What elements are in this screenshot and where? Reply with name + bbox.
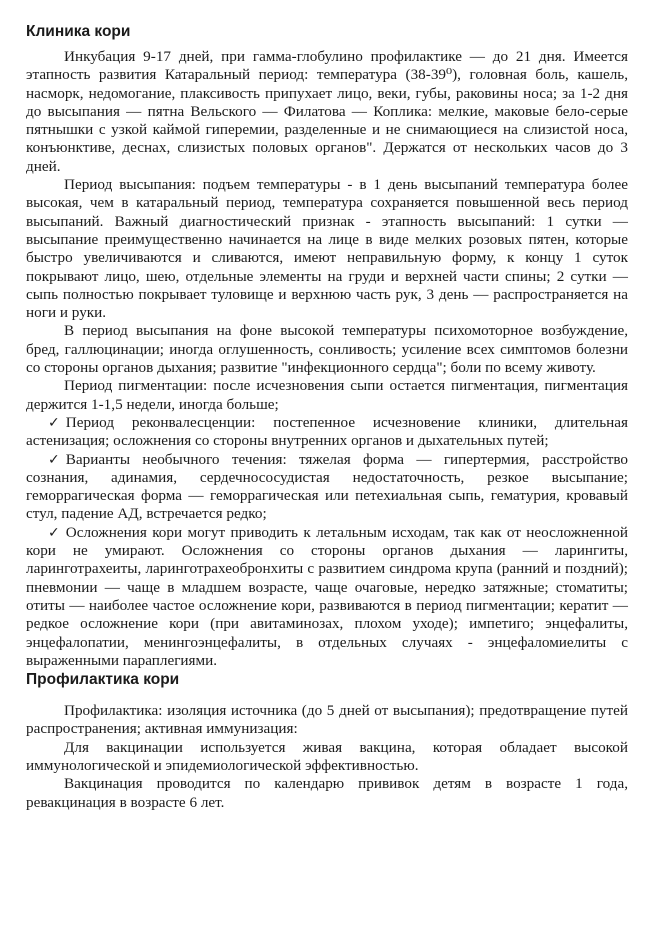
checklist-item-text: Период реконвалесценции: постепенное исчезновение клиники, длительная астенизация; осложнения со стороны внутренних органов и дыхательных путей; bbox=[26, 413, 628, 450]
checklist-item-reconvalescence bbox=[26, 414, 628, 451]
checklist-item-text: Варианты необычного течения: тяжелая форма — гипертермия, расстройство сознания, адинамия, сердечнососудистая недостаточность, резкое высыпание; геморрагическая форма — геморрагическая или петехиальная сыпь, гематурия, кровавый стул, падение АД, встречается редко; bbox=[26, 450, 628, 523]
paragraph-vaccine: Для вакцинации используется живая вакцина, которая обладает высокой иммунологической и эпидемиологической эффективностью. bbox=[26, 738, 628, 774]
section-body-prevention bbox=[26, 702, 628, 812]
paragraph-pigmentation: Период пигментации: после исчезновения сыпи остается пигментация, пигментация держится 1-1,5 недели, иногда больше; bbox=[26, 377, 628, 413]
section-body-clinic bbox=[26, 48, 628, 670]
checklist-item-variants bbox=[26, 451, 628, 524]
paragraph-prevention: Профилактика: изоляция источника (до 5 дней от высыпания); предотвращение путей распространения; активная иммунизация: bbox=[26, 702, 628, 738]
section-title-clinic: Клиника кори bbox=[26, 23, 131, 40]
paragraph-rash-period: Период высыпания: подъем температуры - в 1 день высыпаний температура более высокая, чем в катаральный период, температура сохраняется повышенной весь период высыпаний. Важный диагностический признак - этапность высыпаний: 1 сутки — высыпание преимущественно начинается на лице в виде мелких розовых пятен, которые быстро увеличиваются и сливаются, имеют неправильную форму, к концу 1 суток покрывают лицо, шею, отдельные элементы на груди и верхней части спины; 2 сутки — сыпь полностью покрывает туловище и верхнюю часть рук, 3 день — распространяется на ноги и руки. bbox=[26, 176, 628, 322]
checklist-item-text: Осложнения кори могут приводить к летальным исходам, так как от неосложненной кори не умирают. Осложнения со стороны органов дыхания — ларингиты, ларинготрахеиты, ларинготрахеобронхиты с развитием синдрома крупа (ранний и поздний); пневмонии — чаще в младшем возрасте, чаще очаговые, нередко затяжные; стоматиты; отиты — наиболее частое осложнение кори, развиваются в период пигментации; кератит — редкое осложнение кори (при авитаминозах, плохом уходе); импетиго; энцефалиты, энцефалопатии, менингоэнцефалиты, в отдельных случаях - энцефаломиелиты с выраженными параплегиями. bbox=[26, 523, 628, 669]
checklist-item-complications bbox=[26, 524, 628, 670]
section-title-prevention: Профилактика кори bbox=[26, 671, 180, 689]
paragraph-rash-symptoms: В период высыпания на фоне высокой температуры психомоторное возбуждение, бред, галлюцинации; иногда оглушенность, сонливость; усиление всех симптомов болезни со стороны органов дыхания; развитие "инфекционного сердца"; боли по всему животу. bbox=[26, 322, 628, 377]
paragraph-vaccination-schedule: Вакцинация проводится по календарю прививок детям в возрасте 1 года, ревакцинация в возрасте 6 лет. bbox=[26, 775, 628, 811]
checkmark-icon: ✓ bbox=[48, 451, 60, 468]
checkmark-icon: ✓ bbox=[48, 414, 60, 431]
paragraph-incubation: Инкубация 9-17 дней, при гамма-глобулино профилактике — до 21 дня. Имеется этапность развития Катаральный период: температура (38-39⁰), головная боль, кашель, насморк, недомогание, плаксивость припухает лицо, веки, губы, раковины носа; за 1-2 дня до высыпания — пятна Вельского — Филатова — Коплика: мелкие, маковые бело-серые пятнышки с узкой каймой гиперемии, разделенные и не снимающиеся на слизистой носа, конъюнктиве, деснах, слизистых половых органов". Держатся от нескольких часов до 3 дней. bbox=[26, 48, 628, 175]
checkmark-icon: ✓ bbox=[48, 524, 60, 541]
